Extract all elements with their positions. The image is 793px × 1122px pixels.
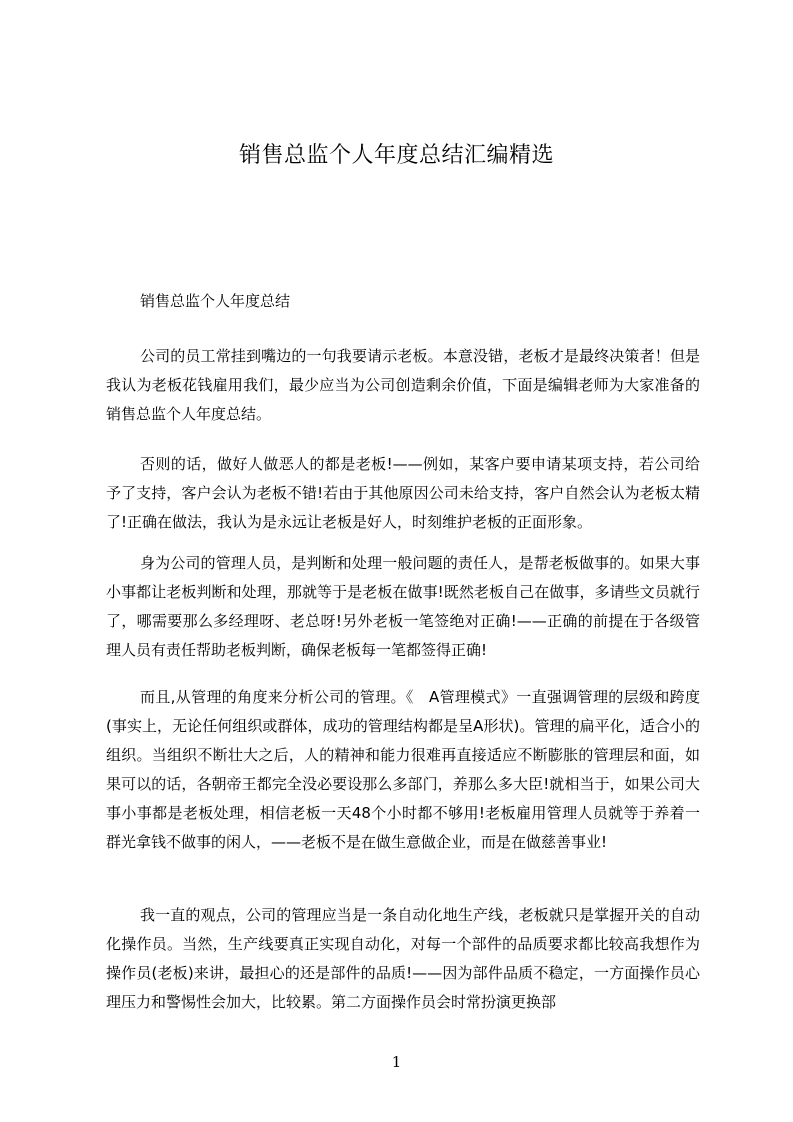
paragraph: 而且,从管理的角度来分析公司的管理。《 A管理模式》一直强调管理的层级和跨度(事实上，无论任何组织或群体，成功的管理结构都是呈A形状)。管理的扁平化，适合小的组织。当组织不断壮大之后，人的精神和能力很难再直接适应不断膨胀的管理层和面，如果可以的话，各朝帝王都完全没必要设那么多部门，养那么多大臣!就相当于，如果公司大事小事都是老板处理，相信老板一天48个小时都不够用!老板雇用管理人员就等于养着一群光拿钱不做事的闲人，——老板不是在做生意做企业，而是在做慈善事业! — [106, 688, 700, 851]
document-title: 销售总监个人年度总结汇编精选 — [238, 143, 554, 168]
document-subtitle: 销售总监个人年度总结 — [140, 292, 291, 310]
paragraph: 否则的话，做好人做恶人的都是老板!——例如，某客户要申请某项支持，若公司给予了支持，客户会认为老板不错!若由于其他原因公司未给支持，客户自然会认为老板太精了!正确在做法，我认为是永远让老板是好人，时刻维护老板的正面形象。 — [106, 455, 700, 531]
page-number: 1 — [391, 1053, 402, 1071]
paragraph: 身为公司的管理人员，是判断和处理一般问题的责任人，是帮老板做事的。如果大事小事都让老板判断和处理，那就等于是老板在做事!既然老板自己在做事，多请些文员就行了，哪需要那么多经理呀、老总呀!另外老板一笔签绝对正确!——正确的前提在于各级管理人员有责任帮助老板判断，确保老板每一笔都签得正确! — [106, 554, 700, 659]
paragraph: 我一直的观点，公司的管理应当是一条自动化地生产线，老板就只是掌握开关的自动化操作员。当然，生产线要真正实现自动化，对每一个部件的品质要求都比较高我想作为操作员(老板)来讲，最担心的还是部件的品质!——因为部件品质不稳定，一方面操作员心理压力和警惕性会加大，比较累。第二方面操作员会时常扮演更换部 — [106, 906, 700, 1011]
paragraph: 公司的员工常挂到嘴边的一句我要请示老板。本意没错，老板才是最终决策者！但是我认为老板花钱雇用我们，最少应当为公司创造剩余价值，下面是编辑老师为大家准备的销售总监个人年度总结。 — [106, 347, 700, 423]
